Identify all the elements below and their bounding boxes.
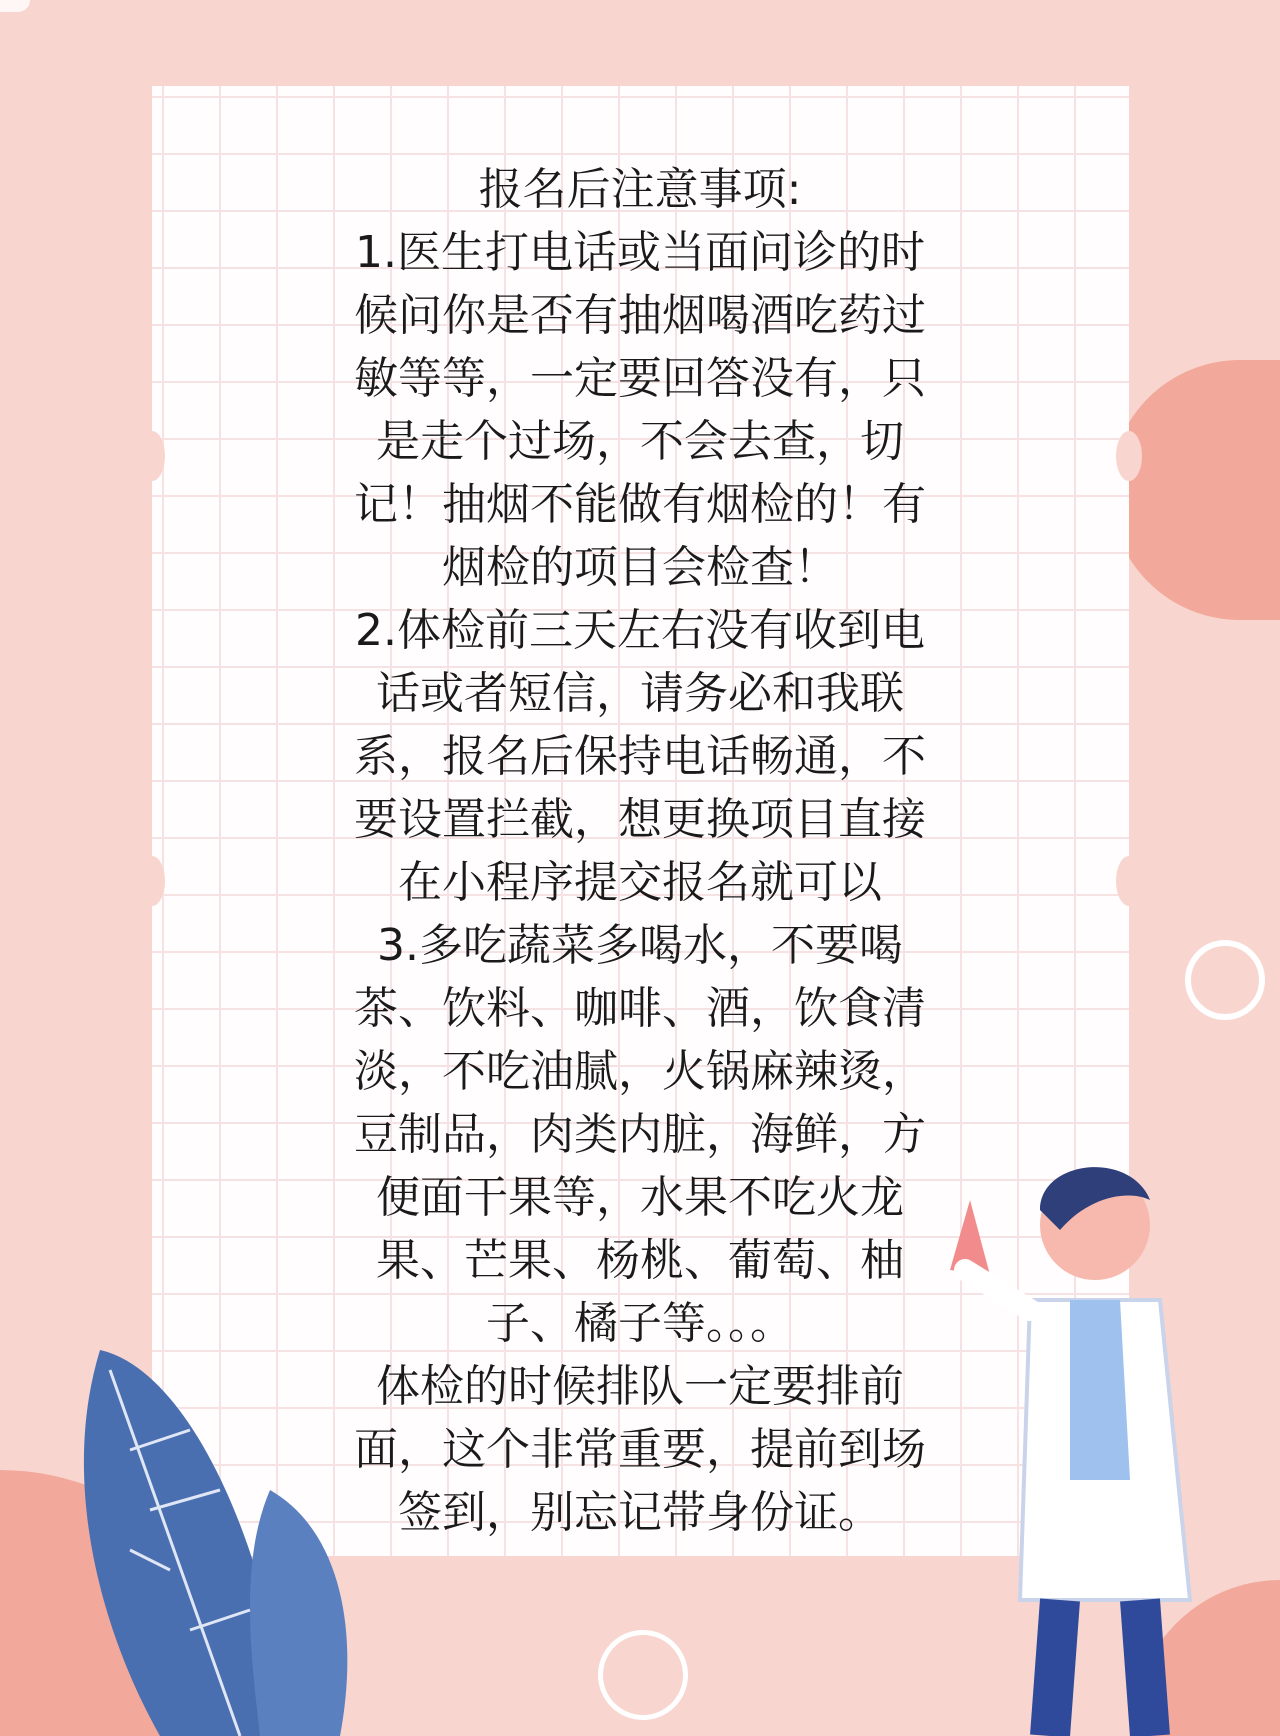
decor-circle-top-left bbox=[0, 0, 30, 12]
notice-line: 便面干果等，水果不吃火龙 bbox=[376, 1172, 904, 1223]
notice-line: 3.多吃蔬菜多喝水，不要喝 bbox=[377, 920, 903, 971]
paper-notch bbox=[1116, 856, 1142, 906]
paper-notch bbox=[139, 431, 165, 481]
notice-line: 候问你是否有抽烟喝酒吃药过 bbox=[354, 290, 926, 341]
decor-ring-bottom bbox=[598, 1630, 688, 1720]
notice-line: 淡，不吃油腻，火锅麻辣烫， bbox=[354, 1046, 926, 1097]
notice-title: 报名后注意事项: bbox=[478, 164, 802, 215]
notice-line: 子、橘子等。。。 bbox=[486, 1298, 794, 1349]
notice-line: 1.医生打电话或当面问诊的时 bbox=[355, 227, 925, 278]
paper-notch bbox=[139, 856, 165, 906]
notice-line: 体检的时候排队一定要排前 bbox=[376, 1361, 904, 1412]
notice-line: 2.体检前三天左右没有收到电 bbox=[355, 605, 925, 656]
notice-line: 豆制品，肉类内脏，海鲜，方 bbox=[354, 1109, 926, 1160]
notice-text bbox=[300, 158, 980, 1544]
notice-line: 烟检的项目会检查！ bbox=[442, 542, 838, 593]
notice-line: 面，这个非常重要，提前到场 bbox=[354, 1424, 926, 1475]
notice-line: 果、芒果、杨桃、葡萄、柚 bbox=[376, 1235, 904, 1286]
decor-ring-right bbox=[1185, 940, 1265, 1020]
notice-line: 话或者短信，请务必和我联 bbox=[376, 668, 904, 719]
notice-line: 签到，别忘记带身份证。 bbox=[398, 1487, 882, 1538]
notice-line: 系，报名后保持电话畅通，不 bbox=[354, 731, 926, 782]
notice-line: 在小程序提交报名就可以 bbox=[398, 857, 882, 908]
notice-line: 记！抽烟不能做有烟检的！有 bbox=[354, 479, 926, 530]
notice-line: 是走个过场，不会去查，切 bbox=[376, 416, 904, 467]
decor-circle-right bbox=[1110, 360, 1280, 620]
notice-line: 茶、饮料、咖啡、酒，饮食清 bbox=[354, 983, 926, 1034]
notice-line: 要设置拦截，想更换项目直接 bbox=[354, 794, 926, 845]
paper-notch bbox=[1116, 431, 1142, 481]
notice-line: 敏等等，一定要回答没有，只 bbox=[354, 353, 926, 404]
